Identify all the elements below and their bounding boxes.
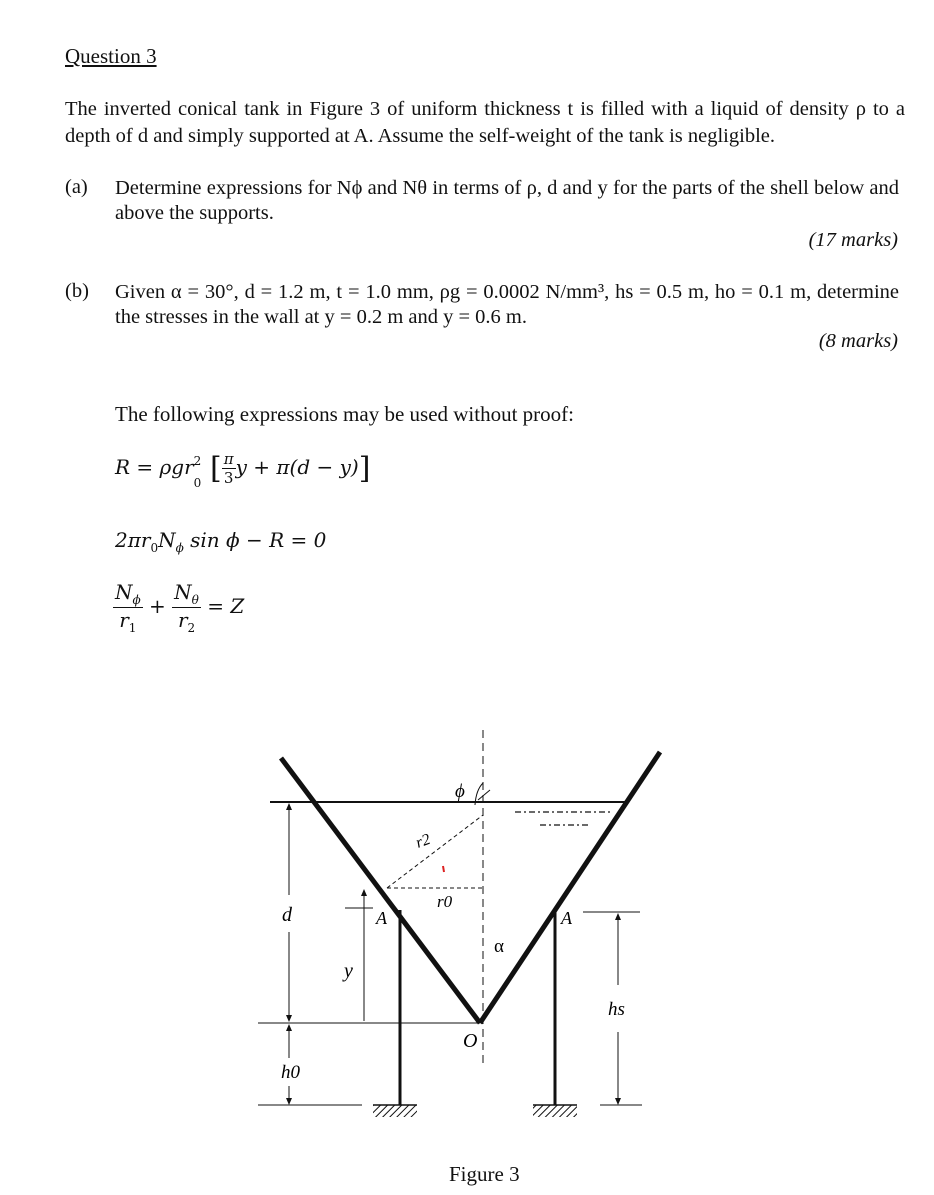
red-tick bbox=[443, 866, 444, 872]
part-a-text: Determine expressions for Nϕ and Nθ in terms of ρ, d and y for the parts of the shell below and above the supports. bbox=[115, 177, 899, 224]
label-d: d bbox=[282, 904, 292, 926]
eq2-b: N bbox=[158, 528, 176, 552]
eq1-frac-num: π bbox=[223, 450, 234, 468]
label-r2: r2 bbox=[413, 830, 433, 852]
expressions-intro: The following expressions may be used without proof: bbox=[115, 402, 575, 426]
part-b-text: Given α = 30°, d = 1.2 m, t = 1.0 mm, ρg = 0.0002 N/mm³, hs = 0.5 m, ho = 0.1 m, determine the stresses in the wall at y = 0.2 m and y = 0.6 m. bbox=[115, 281, 899, 328]
question-intro: The inverted conical tank in Figure 3 of uniform thickness t is filled with a liquid of density ρ to a depth of d and simply supported at A. Assume the self-weight of the tank is negligible. bbox=[65, 98, 905, 147]
cone-left-wall bbox=[281, 758, 480, 1023]
figure-caption: Figure 3 bbox=[449, 1162, 520, 1186]
eq1-lhs: R = ρgr bbox=[115, 455, 194, 479]
eq2-subphi: ϕ bbox=[175, 541, 184, 555]
label-ho: h0 bbox=[281, 1062, 300, 1083]
question-title: Question 3 bbox=[65, 44, 157, 68]
label-phi: ϕ bbox=[455, 781, 465, 802]
ground-right bbox=[533, 1105, 577, 1117]
label-O: O bbox=[463, 1030, 478, 1052]
equation-1: R = ρgr 2 0 [ $\frac{\pi}{3}$ y + π(d − y)] bbox=[115, 450, 371, 490]
eq3-rhs: = Z bbox=[207, 594, 245, 618]
label-alpha: α bbox=[494, 936, 504, 957]
eq3-d1: r bbox=[119, 608, 129, 632]
eq1-sup: 2 bbox=[193, 454, 202, 468]
eq3-n1: N bbox=[115, 580, 133, 604]
eq3-n1sub: ϕ bbox=[132, 593, 141, 607]
eq2-sub0: 0 bbox=[150, 541, 159, 555]
part-b-label: (b) bbox=[65, 280, 89, 302]
eq2-c: sin ϕ − R = 0 bbox=[183, 528, 327, 552]
label-A-left: A bbox=[376, 908, 387, 928]
label-A-right: A bbox=[561, 908, 572, 928]
eq1-frac-den: 3 bbox=[223, 469, 234, 487]
eq3-d2: r bbox=[177, 608, 188, 632]
eq1-sub: 0 bbox=[193, 476, 202, 490]
r2-line bbox=[387, 815, 483, 888]
eq1-rest: y + π(d − y) bbox=[235, 455, 359, 479]
phi-ray bbox=[478, 790, 490, 800]
cone-right-wall bbox=[480, 752, 660, 1023]
label-hs: hs bbox=[608, 999, 625, 1020]
eq3-d1sub: 1 bbox=[128, 621, 137, 635]
label-y: y bbox=[344, 960, 353, 982]
label-r0: r0 bbox=[437, 892, 453, 911]
part-a-marks: (17 marks) bbox=[808, 229, 898, 251]
eq3-n2: N bbox=[174, 580, 192, 604]
part-a-label: (a) bbox=[65, 176, 88, 198]
eq3-d2sub: 2 bbox=[187, 621, 196, 635]
part-b-marks: (8 marks) bbox=[818, 330, 898, 352]
eq2-a: 2πr bbox=[115, 528, 151, 552]
eq3-n2sub: θ bbox=[191, 593, 199, 607]
eq3-plus: + bbox=[149, 594, 166, 618]
ground-left bbox=[373, 1105, 417, 1117]
